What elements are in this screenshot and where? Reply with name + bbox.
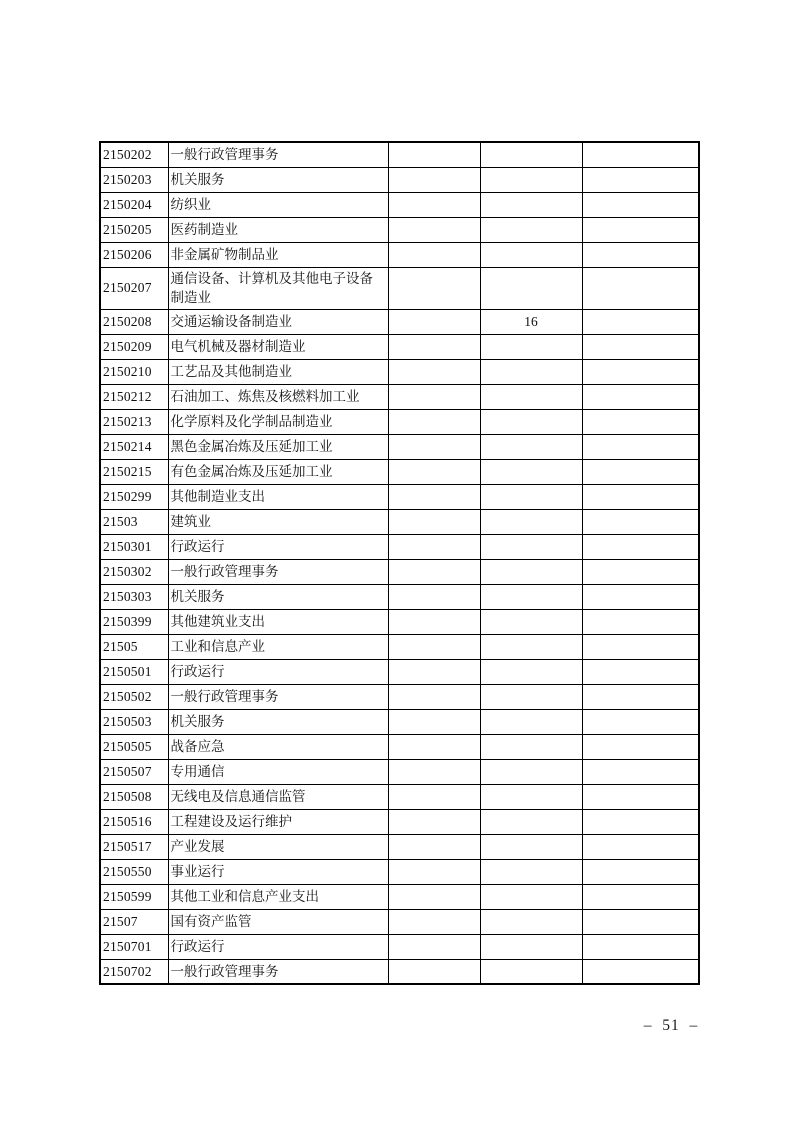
row-name: 战备应急: [168, 734, 388, 759]
row-name: 其他制造业支出: [168, 484, 388, 509]
row-value-col3: [582, 242, 699, 267]
row-name: 通信设备、计算机及其他电子设备制造业: [168, 267, 388, 309]
row-code: 2150205: [100, 217, 168, 242]
row-value-col1: [388, 959, 480, 984]
table-row: [100, 559, 699, 584]
row-code: 2150507: [100, 759, 168, 784]
row-name: 其他工业和信息产业支出: [168, 884, 388, 909]
row-value-col1: [388, 167, 480, 192]
row-value-col1: [388, 384, 480, 409]
table-row: [100, 609, 699, 634]
row-value-col1: [388, 734, 480, 759]
row-value-col2: [480, 192, 582, 217]
row-value-col2: [480, 909, 582, 934]
table-row: [100, 267, 699, 309]
row-value-col3: [582, 859, 699, 884]
row-name: 一般行政管理事务: [168, 142, 388, 167]
row-value-col2: [480, 459, 582, 484]
row-value-col2: 16: [480, 309, 582, 334]
row-value-col2: [480, 809, 582, 834]
row-value-col1: [388, 709, 480, 734]
table-row: [100, 384, 699, 409]
row-name: 其他建筑业支出: [168, 609, 388, 634]
row-code: 2150303: [100, 584, 168, 609]
row-code: 21505: [100, 634, 168, 659]
row-code: 2150508: [100, 784, 168, 809]
row-value-col3: [582, 884, 699, 909]
row-name: 工业和信息产业: [168, 634, 388, 659]
row-name: 交通运输设备制造业: [168, 309, 388, 334]
row-name: 化学原料及化学制品制造业: [168, 409, 388, 434]
row-value-col3: [582, 809, 699, 834]
row-name: 一般行政管理事务: [168, 559, 388, 584]
row-value-col2: [480, 334, 582, 359]
table-row: [100, 192, 699, 217]
row-code: 2150202: [100, 142, 168, 167]
row-value-col1: [388, 884, 480, 909]
row-code: 2150516: [100, 809, 168, 834]
row-value-col2: [480, 359, 582, 384]
row-value-col2: [480, 559, 582, 584]
row-value-col1: [388, 609, 480, 634]
row-value-col2: [480, 267, 582, 309]
row-name: 黑色金属冶炼及压延加工业: [168, 434, 388, 459]
row-value-col1: [388, 834, 480, 859]
table-row: [100, 309, 699, 334]
row-name: 工艺品及其他制造业: [168, 359, 388, 384]
row-value-col2: [480, 484, 582, 509]
row-code: 2150501: [100, 659, 168, 684]
row-value-col1: [388, 859, 480, 884]
row-value-col3: [582, 459, 699, 484]
row-value-col1: [388, 484, 480, 509]
row-code: 2150517: [100, 834, 168, 859]
row-value-col2: [480, 384, 582, 409]
row-value-col3: [582, 834, 699, 859]
table-row: [100, 959, 699, 984]
row-value-col3: [582, 959, 699, 984]
row-value-col1: [388, 784, 480, 809]
page-number: – 51 –: [643, 1017, 699, 1034]
table-row: [100, 634, 699, 659]
row-name: 建筑业: [168, 509, 388, 534]
row-value-col3: [582, 217, 699, 242]
row-value-col3: [582, 784, 699, 809]
row-value-col2: [480, 759, 582, 784]
table-row: [100, 734, 699, 759]
row-value-col2: [480, 734, 582, 759]
row-code: 2150299: [100, 484, 168, 509]
row-value-col3: [582, 609, 699, 634]
row-name: 工程建设及运行维护: [168, 809, 388, 834]
row-value-col1: [388, 659, 480, 684]
row-code: 2150399: [100, 609, 168, 634]
row-name: 无线电及信息通信监管: [168, 784, 388, 809]
row-code: 2150302: [100, 559, 168, 584]
table-row: [100, 859, 699, 884]
row-value-col2: [480, 834, 582, 859]
row-name: 国有资产监管: [168, 909, 388, 934]
row-value-col3: [582, 684, 699, 709]
row-name: 专用通信: [168, 759, 388, 784]
row-code: 2150599: [100, 884, 168, 909]
row-code: 2150503: [100, 709, 168, 734]
row-value-col3: [582, 192, 699, 217]
row-value-col3: [582, 309, 699, 334]
row-code: 2150212: [100, 384, 168, 409]
row-value-col3: [582, 934, 699, 959]
table-row: [100, 934, 699, 959]
row-value-col3: [582, 167, 699, 192]
row-value-col2: [480, 609, 582, 634]
row-value-col1: [388, 509, 480, 534]
table-row: [100, 584, 699, 609]
row-value-col2: [480, 584, 582, 609]
row-value-col3: [582, 584, 699, 609]
row-value-col1: [388, 217, 480, 242]
table-row: [100, 709, 699, 734]
budget-code-table: [99, 141, 700, 985]
table-row: [100, 809, 699, 834]
row-value-col2: [480, 217, 582, 242]
row-code: 2150702: [100, 959, 168, 984]
row-value-col2: [480, 709, 582, 734]
row-name: 有色金属冶炼及压延加工业: [168, 459, 388, 484]
row-value-col1: [388, 634, 480, 659]
budget-table-body: [100, 142, 699, 984]
row-name: 产业发展: [168, 834, 388, 859]
row-value-col1: [388, 934, 480, 959]
row-value-col3: [582, 484, 699, 509]
row-value-col1: [388, 359, 480, 384]
row-name: 行政运行: [168, 534, 388, 559]
row-value-col1: [388, 242, 480, 267]
row-value-col1: [388, 909, 480, 934]
row-value-col3: [582, 359, 699, 384]
row-value-col3: [582, 559, 699, 584]
row-name: 机关服务: [168, 709, 388, 734]
row-code: 2150701: [100, 934, 168, 959]
table-row: [100, 759, 699, 784]
row-value-col1: [388, 684, 480, 709]
row-value-col1: [388, 409, 480, 434]
row-code: 2150502: [100, 684, 168, 709]
row-value-col2: [480, 784, 582, 809]
row-value-col3: [582, 267, 699, 309]
row-value-col1: [388, 584, 480, 609]
row-value-col2: [480, 634, 582, 659]
row-value-col3: [582, 759, 699, 784]
row-code: 2150203: [100, 167, 168, 192]
row-code: 2150213: [100, 409, 168, 434]
row-value-col2: [480, 409, 582, 434]
table-row: [100, 142, 699, 167]
row-value-col2: [480, 934, 582, 959]
row-name: 非金属矿物制品业: [168, 242, 388, 267]
table-row: [100, 659, 699, 684]
row-value-col3: [582, 634, 699, 659]
table-row: [100, 434, 699, 459]
row-name: 石油加工、炼焦及核燃料加工业: [168, 384, 388, 409]
table-row: [100, 459, 699, 484]
row-value-col2: [480, 959, 582, 984]
table-row: [100, 834, 699, 859]
table-row: [100, 217, 699, 242]
row-value-col2: [480, 684, 582, 709]
row-code: 2150208: [100, 309, 168, 334]
row-name: 行政运行: [168, 659, 388, 684]
row-value-col1: [388, 534, 480, 559]
table-row: [100, 534, 699, 559]
row-name: 医药制造业: [168, 217, 388, 242]
row-value-col1: [388, 142, 480, 167]
row-value-col3: [582, 534, 699, 559]
row-value-col3: [582, 409, 699, 434]
row-value-col1: [388, 434, 480, 459]
row-value-col2: [480, 434, 582, 459]
row-value-col3: [582, 384, 699, 409]
row-value-col3: [582, 909, 699, 934]
row-value-col1: [388, 559, 480, 584]
row-value-col1: [388, 309, 480, 334]
row-value-col2: [480, 509, 582, 534]
table-row: [100, 909, 699, 934]
table-row: [100, 334, 699, 359]
row-value-col1: [388, 459, 480, 484]
row-name: 事业运行: [168, 859, 388, 884]
table-row: [100, 684, 699, 709]
row-code: 2150204: [100, 192, 168, 217]
row-value-col2: [480, 167, 582, 192]
row-value-col3: [582, 734, 699, 759]
table-row: [100, 242, 699, 267]
row-code: 2150210: [100, 359, 168, 384]
row-value-col2: [480, 242, 582, 267]
row-value-col3: [582, 334, 699, 359]
row-name: 机关服务: [168, 167, 388, 192]
row-name: 一般行政管理事务: [168, 684, 388, 709]
row-code: 2150214: [100, 434, 168, 459]
row-code: 2150505: [100, 734, 168, 759]
table-row: [100, 884, 699, 909]
row-name: 一般行政管理事务: [168, 959, 388, 984]
row-code: 2150207: [100, 267, 168, 309]
row-value-col1: [388, 809, 480, 834]
row-name: 机关服务: [168, 584, 388, 609]
row-value-col3: [582, 659, 699, 684]
row-value-col2: [480, 142, 582, 167]
row-code: 2150206: [100, 242, 168, 267]
table-row: [100, 509, 699, 534]
row-value-col3: [582, 509, 699, 534]
row-code: 21507: [100, 909, 168, 934]
table-row: [100, 484, 699, 509]
row-value-col1: [388, 192, 480, 217]
table-row: [100, 359, 699, 384]
row-code: 21503: [100, 509, 168, 534]
row-value-col1: [388, 334, 480, 359]
row-code: 2150550: [100, 859, 168, 884]
row-value-col3: [582, 709, 699, 734]
row-code: 2150209: [100, 334, 168, 359]
row-value-col2: [480, 534, 582, 559]
row-value-col1: [388, 759, 480, 784]
table-row: [100, 409, 699, 434]
row-name: 电气机械及器材制造业: [168, 334, 388, 359]
row-value-col2: [480, 659, 582, 684]
row-code: 2150215: [100, 459, 168, 484]
row-value-col2: [480, 859, 582, 884]
row-name: 纺织业: [168, 192, 388, 217]
row-value-col3: [582, 142, 699, 167]
table-row: [100, 784, 699, 809]
row-value-col2: [480, 884, 582, 909]
row-code: 2150301: [100, 534, 168, 559]
row-value-col1: [388, 267, 480, 309]
row-name: 行政运行: [168, 934, 388, 959]
table-row: [100, 167, 699, 192]
row-value-col3: [582, 434, 699, 459]
